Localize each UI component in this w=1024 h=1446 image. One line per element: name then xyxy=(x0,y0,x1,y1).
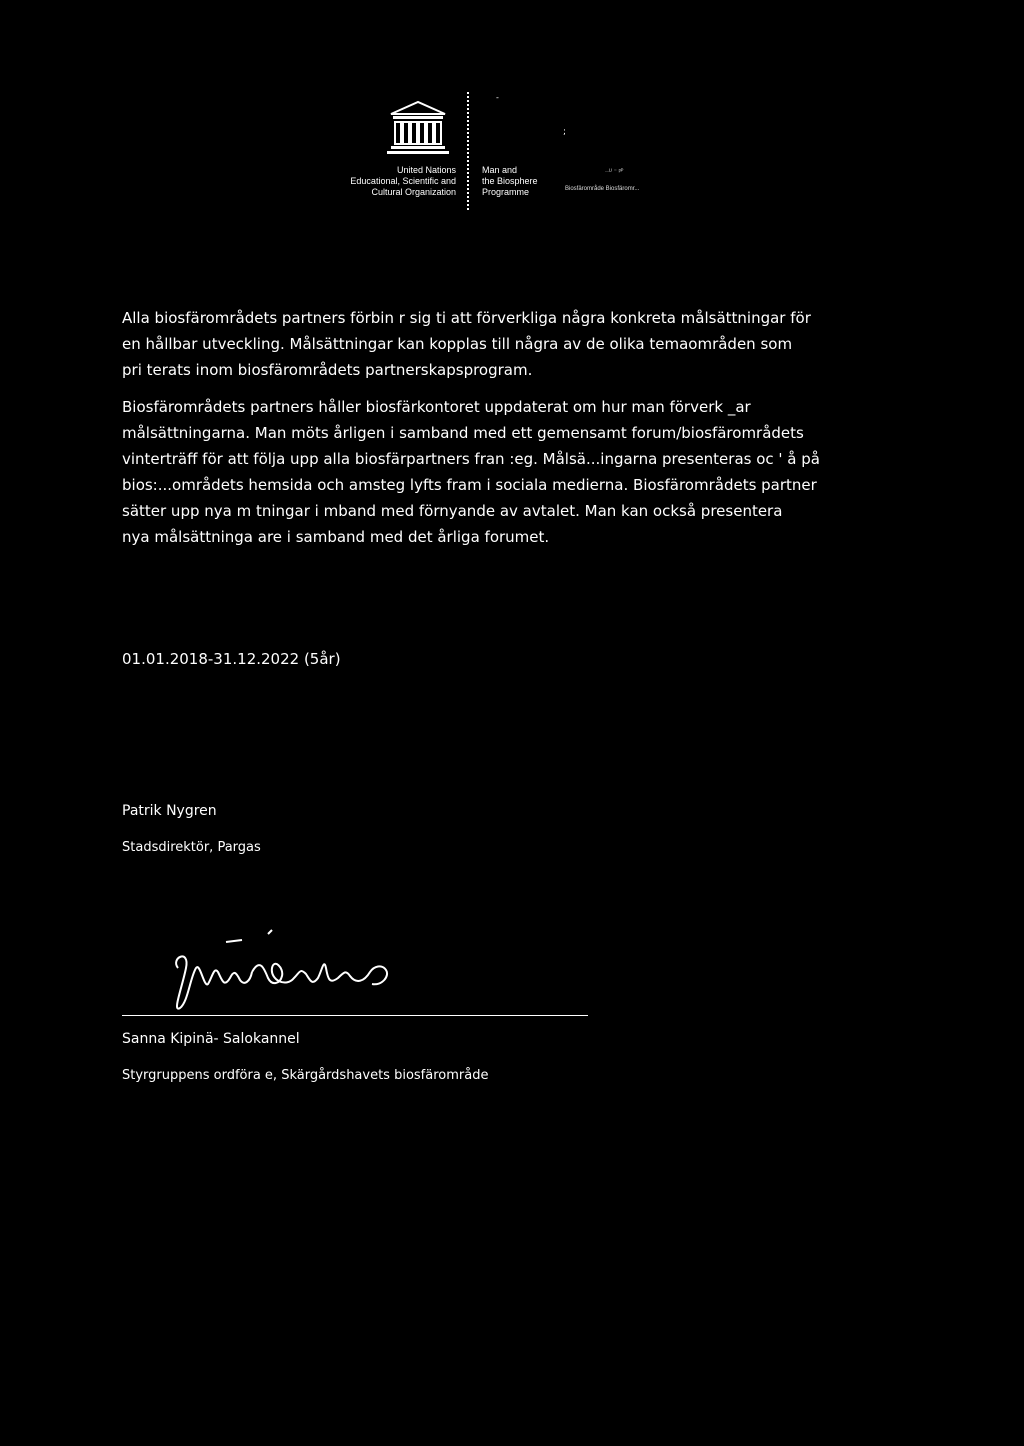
mab-programme-name xyxy=(482,165,538,198)
paragraph-followup xyxy=(122,394,820,550)
org-line-1: United Nations xyxy=(396,165,456,175)
handwritten-signature xyxy=(160,928,430,1018)
text-line: Biosfärområdets partners håller biosfärkontoret uppdaterat om hur man förverk _ar xyxy=(122,398,751,416)
text-line: sätter upp nya m tningar i mband med förnyande av avtalet. Man kan också presentera xyxy=(122,502,783,520)
biosphere-logo-text: ··ᴸᴵ ⁻ ᵖᴾ xyxy=(605,169,624,175)
text-line: Alla biosfärområdets partners förbin r sig ti att förverkliga några konkreta målsättningar för xyxy=(122,309,811,327)
text-line: målsättningarna. Man möts årligen i samband med ett gemensamt forum/biosfärområdets xyxy=(122,424,804,442)
scan-mark: ; xyxy=(563,127,567,137)
signature-line xyxy=(122,1015,588,1016)
programme-line-2: the Biosphere xyxy=(482,176,538,186)
unesco-org-name xyxy=(340,165,456,198)
text-line: bios:...områdets hemsida och amsteg lyfts fram i sociala medierna. Biosfärområdets partner xyxy=(122,476,817,494)
unesco-logo xyxy=(383,98,453,158)
header-divider xyxy=(467,92,469,210)
programme-line-3: Programme xyxy=(482,187,530,197)
paragraph-commitments xyxy=(122,305,811,383)
signatory-role: Styrgruppens ordföra e, Skärgårdshavets biosfärområde xyxy=(122,1068,489,1083)
scan-mark: - xyxy=(496,93,499,102)
text-line: pri terats inom biosfärområdets partnerskapsprogram. xyxy=(122,361,533,379)
text-line: en hållbar utveckling. Målsättningar kan kopplas till några av de olika temaområden som xyxy=(122,335,793,353)
text-line: vinterträff för att följa upp alla biosfärpartners fran :eg. Målsä...ingarna presenteras oc ' å på xyxy=(122,450,820,468)
agreement-period: 01.01.2018-31.12.2022 (5år) xyxy=(122,650,341,668)
signatory-role: Stadsdirektör, Pargas xyxy=(122,840,261,855)
text-line: nya målsättninga are i samband med det årliga forumet. xyxy=(122,528,550,546)
org-line-2: Educational, Scientific and xyxy=(350,176,456,186)
signatory-name: Sanna Kipinä- Salokannel xyxy=(122,1031,300,1047)
programme-line-1: Man and xyxy=(482,165,518,175)
signatory-name: Patrik Nygren xyxy=(122,803,217,819)
biosphere-label: Biosfärområde Biosfäromr... xyxy=(565,186,640,192)
org-line-3: Cultural Organization xyxy=(371,187,456,197)
